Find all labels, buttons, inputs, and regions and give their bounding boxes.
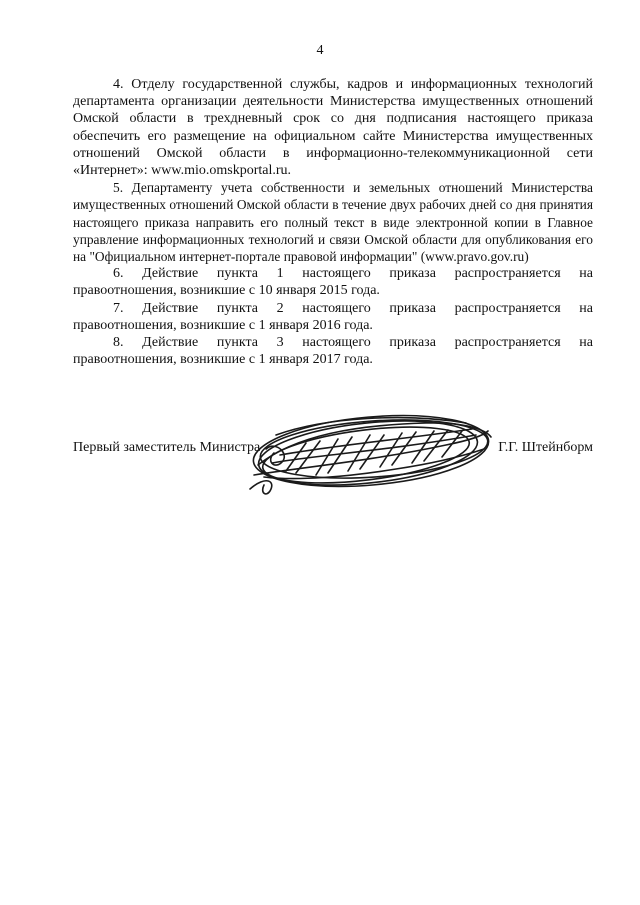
paragraph-8: 8. Действие пункта 3 настоящего приказа распространяется на правоотношения, возникшие с 1 января 2017 года. <box>73 335 593 368</box>
paragraph-6: 6. Действие пункта 1 настоящего приказа распространяется на правоотношения, возникшие с 10 января 2015 года. <box>73 266 593 299</box>
handwritten-signature-icon <box>236 405 506 500</box>
paragraph-7: 7. Действие пункта 2 настоящего приказа распространяется на правоотношения, возникшие с 1 января 2016 года. <box>73 300 593 333</box>
document-body <box>73 76 593 368</box>
signatory-title: Первый заместитель Министра <box>73 440 261 455</box>
page-number: 4 <box>316 43 324 58</box>
paragraph-4: 4. Отделу государственной службы, кадров и информационных технологий департамента организации деятельности Министерства имущественных отношений Омской области в трехдневный срок со дня подписания настоящего приказа обеспечить его размещение на официальном сайте Министерства имущественных отношений Омской области в информационно-телекоммуникационной сети «Интернет»: www.mio.omskportal.ru. <box>73 77 593 179</box>
paragraph-5: 5. Департаменту учета собственности и земельных отношений Министерства имущественных отношений Омской области в течение двух рабочих дней со дня принятия настоящего приказа направить его полный текст в виде электронной копии в Главное управление информационных технологий и связи Омской области для опубликования его на "Официальном интернет-портале правовой информации" (www.pravo.gov.ru) <box>73 180 593 265</box>
signatory-name: Г.Г. Штейнборм <box>498 440 593 455</box>
